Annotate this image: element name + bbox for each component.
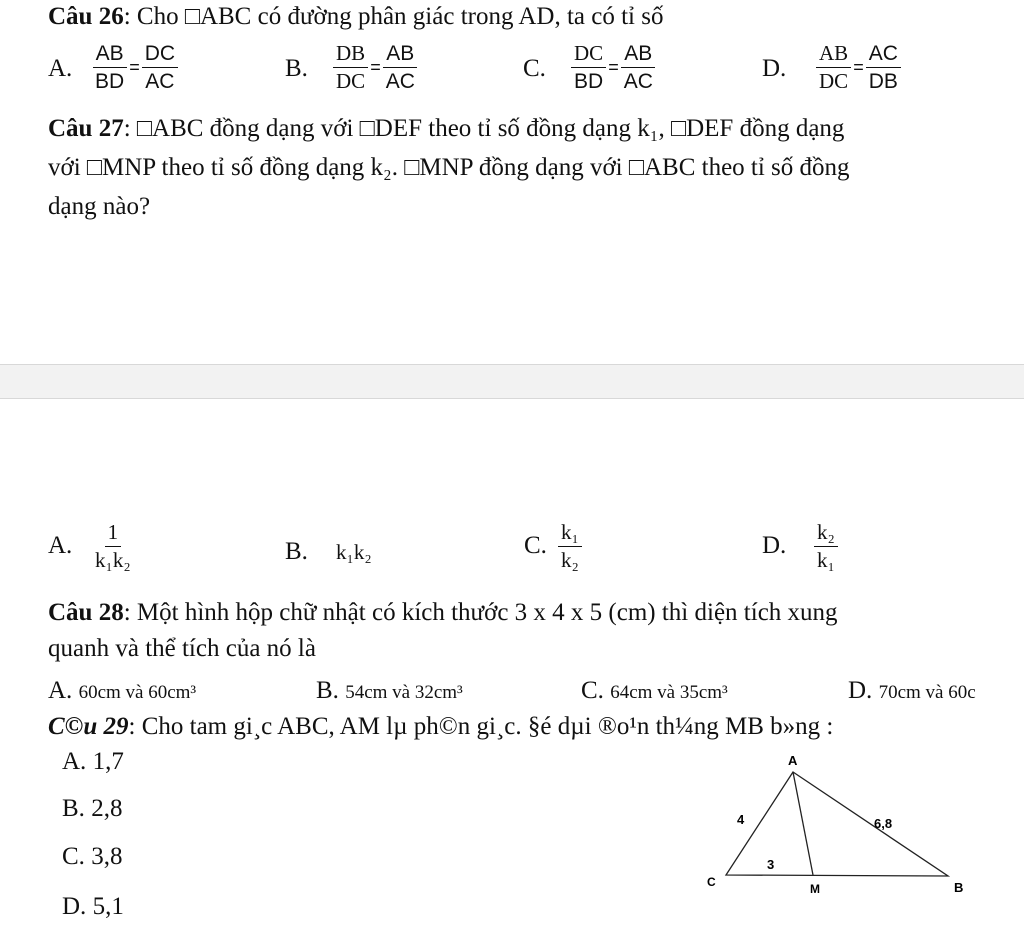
frac-den: BD [95,70,125,93]
q29-option-c [62,843,122,871]
q27-option-b: k₁k₂ [336,540,372,564]
page-separator-band [0,364,1024,399]
q26-heading [48,3,663,31]
option-letter: D. [62,893,87,920]
q27-b-letter: B. [285,538,308,565]
q26-option-b [333,43,418,92]
q27-option-c [558,522,582,571]
option-text: 70cm và 60c [878,682,976,703]
q28-text: : Một hình hộp chữ nhật có kích thước 3 x 4 x 5 (cm) thì diện tích xung [123,599,838,626]
frac-num: AC [866,43,901,68]
length-ab: 6,8 [874,816,893,831]
q26-label: Câu 26 [48,3,124,30]
q26-b-letter: B. [285,55,308,82]
q28-option-b [316,677,463,705]
q27-line3: dạng nào? [48,193,151,220]
triangle-figure [690,745,990,905]
length-ac: 4 [737,812,745,827]
frac-num: AB [93,43,127,68]
option-text: 5,1 [92,893,124,920]
label-a: A [788,753,798,768]
q27-option-d [814,522,838,571]
frac-num: DC [571,43,606,68]
equals-sign: = [129,57,140,77]
option-letter: C. [62,843,85,870]
option-letter: A. [62,748,87,775]
frac-den: DC [336,69,366,93]
equals-sign: = [608,57,619,77]
frac-num: k₁ [558,522,582,547]
q28-option-c [581,677,728,705]
q29-heading [48,713,833,741]
q27-label: Câu 27 [48,115,124,142]
option-letter: D. [848,677,873,704]
q28-line2: quanh và thể tích của nó là [48,635,316,662]
q28-label: Câu 28 [48,599,124,626]
q27-a-letter: A. [48,532,73,559]
frac-den: k₁k₂ [95,548,131,572]
q27-text: : □ABC đồng dạng với □DEF theo tỉ số đồng dạng k₁, □DEF đồng dạng [123,115,845,142]
q29-option-b [62,795,122,823]
option-text: 2,8 [91,795,123,822]
q26-option-c [571,43,656,92]
option-letter: B. [316,677,339,704]
option-text: 3,8 [91,843,123,870]
q28-option-d [848,677,1024,705]
q29-option-d [62,893,124,921]
frac-den: AC [385,70,415,93]
q26-option-d [816,43,901,92]
q26-c-letter: C. [523,55,546,82]
bisector-am [793,772,813,875]
label-b: B [954,880,964,895]
equals-sign: = [853,57,864,77]
q27-line2: với □MNP theo tỉ số đồng dạng k₂. □MNP đồng dạng với □ABC theo tỉ số đồng [48,154,850,181]
frac-den: k₁ [817,548,835,572]
q27-d-letter: D. [762,532,787,559]
frac-den: AC [623,70,653,93]
q28-option-a [48,677,196,705]
frac-den: DC [819,69,849,93]
q27-option-a [92,522,134,571]
q26-d-letter: D. [762,55,787,82]
option-letter: A. [48,677,73,704]
q26-a-letter: A. [48,55,73,82]
q27-line1 [48,115,844,143]
frac-num: k₂ [814,522,838,547]
frac-num: AB [621,43,655,68]
option-text: 1,7 [92,748,124,775]
frac-num: 1 [105,522,122,547]
frac-den: AC [145,70,175,93]
option-text: 54cm và 32cm³ [345,682,463,703]
label-m: M [810,882,820,896]
frac-num: DB [333,43,368,68]
label-c: C [707,875,716,889]
frac-den: k₂ [561,548,579,572]
option-text: 60cm và 60cm³ [78,682,197,703]
q28-line1 [48,599,838,627]
q29-label: C©u 29 [48,713,129,740]
length-cm: 3 [767,857,775,872]
frac-num: AB [816,43,851,68]
q27-c-letter: C. [524,532,547,559]
frac-den: BD [574,70,604,93]
q26-option-a [92,43,178,92]
equals-sign: = [370,57,381,77]
frac-den: DB [868,70,898,93]
option-text: 64cm và 35cm³ [610,682,728,703]
frac-num: AB [383,43,417,68]
option-letter: C. [581,677,604,704]
frac-num: DC [142,43,178,68]
triangle-abc [726,772,948,876]
q29-text: : Cho tam gi¸c ABC, AM lµ ph©n gi¸c. §é dµi ®o¹n th¼ng MB b»ng : [128,713,834,740]
option-letter: B. [62,795,85,822]
q29-option-a [62,748,124,776]
q26-text: : Cho □ABC có đường phân giác trong AD, ta có tỉ số [123,3,664,30]
